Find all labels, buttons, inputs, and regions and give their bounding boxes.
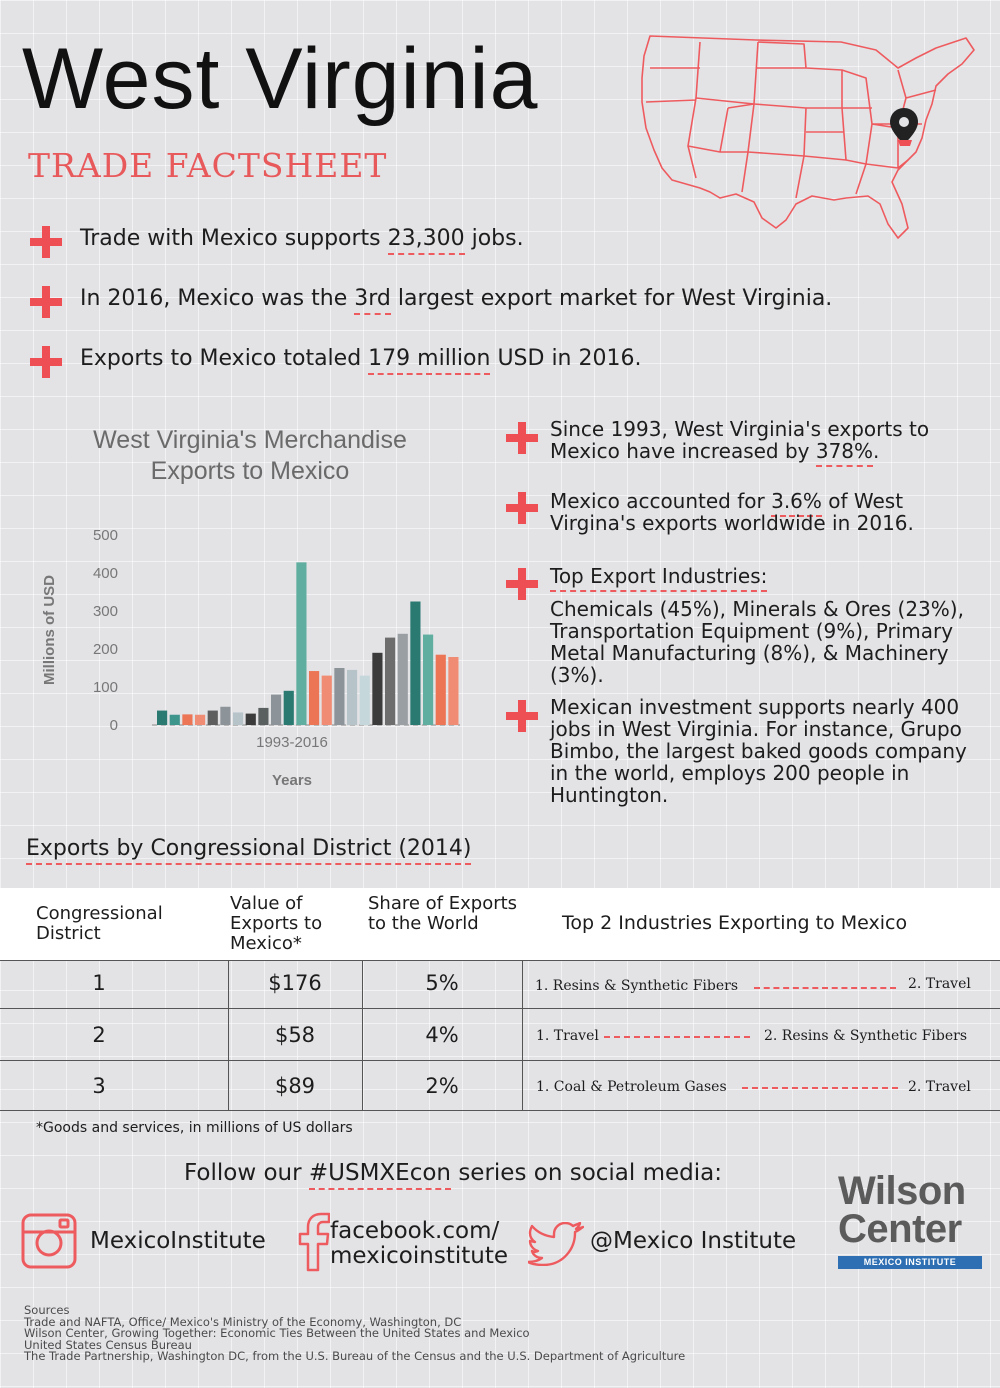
facebook-icon[interactable] [298,1212,330,1272]
plus-icon [506,492,538,524]
bar-2008 [347,670,357,725]
bar-2005 [309,671,319,725]
district-section-title: Exports by Congressional District (2014) [26,836,471,861]
bar-2016 [448,657,458,725]
cell-industry-1: 1. Travel [536,1028,599,1044]
cell-industry-1: 1. Resins & Synthetic Fibers [535,978,739,994]
table-divider [0,1110,1000,1111]
dashed-connector [742,1087,898,1089]
table-footnote: *Goods and services, in millions of US dollars [36,1120,353,1136]
th-value: Value of Exports to Mexico* [230,893,323,954]
fact-growth: Since 1993, West Virginia's exports to Mexico have increased by 378%. [550,418,970,462]
dashed-connector [604,1036,750,1038]
bar-2002 [271,695,281,725]
chart-title: West Virginia's Merchandise Exports to Mexico [93,426,407,485]
fact-market-rank: In 2016, Mexico was the 3rd largest export market for West Virginia. [80,286,832,311]
bar-2001 [258,708,268,725]
bar-1998 [220,707,230,725]
plus-icon [506,700,538,732]
table-divider [0,960,1000,961]
plus-icon [30,286,62,318]
cell-industry-2: 2. Resins & Synthetic Fibers [764,1028,968,1044]
y-tick-label: 100 [92,679,118,696]
bar-2010 [372,653,382,725]
cell-district: 1 [92,971,106,995]
y-tick-label: 500 [92,527,118,544]
table-divider [0,1060,1000,1061]
cell-industry-2: 2. Travel [908,976,971,992]
instagram-icon[interactable] [20,1212,78,1270]
y-axis-label: Millions of USD [41,575,58,685]
follow-text: Follow our #USMXEcon series on social media: [184,1160,722,1186]
cell-industry-2: 2. Travel [908,1079,971,1095]
cell-share: 4% [425,1023,459,1047]
bar-1999 [233,712,243,725]
x-tick-label: 1993-2016 [256,734,328,751]
y-tick-label: 0 [109,717,118,734]
instagram-handle[interactable]: MexicoInstitute [90,1228,266,1254]
bar-1994 [170,715,180,725]
exports-bar-chart [30,520,470,795]
th-industries: Top 2 Industries Exporting to Mexico [562,912,908,934]
y-tick-label: 200 [92,641,118,658]
bar-2014 [423,635,433,725]
bar-1993 [157,711,167,725]
cell-district: 3 [92,1074,106,1098]
bar-2006 [322,676,332,725]
cell-value: $58 [274,1023,316,1047]
wilson-center-logo: Wilson Center [838,1169,966,1251]
cell-industry-1: 1. Coal & Petroleum Gases [536,1079,727,1095]
industries-heading: Top Export Industries: [550,565,970,587]
bar-2012 [398,634,408,725]
cell-share: 2% [425,1074,459,1098]
bar-2009 [360,676,370,725]
dashed-connector [754,987,896,989]
us-map [636,28,988,250]
fact-investment: Mexican investment supports nearly 400 jobs in West Virginia. For instance, Grupo Bimbo, the largest baked goods company in the world, employs 200 people in Huntington. [550,695,967,807]
page-title: West Virginia [22,31,539,127]
cell-value: $89 [274,1074,316,1098]
sources: Sources Trade and NAFTA, Office/ Mexico's Ministry of the Economy, Washington, DC Wilson Center, Growing Together: Economic Ties Between the United States and Mexico United States Census Bureau The Trade Partnership, Washington DC, from the U.S. Bureau of the Census and the U.S. Department of Agriculture [24,1303,686,1363]
twitter-handle[interactable]: @Mexico Institute [590,1228,797,1254]
plus-icon [506,422,538,454]
bar-1997 [208,711,218,725]
x-axis-label: Years [271,772,313,789]
y-tick-label: 300 [92,603,118,620]
plus-icon [506,568,538,600]
th-district: Congressional District [36,903,163,944]
cell-value: $176 [268,971,322,995]
y-tick-label: 400 [92,565,118,582]
th-share: Share of Exports to the World [368,893,518,934]
facebook-link[interactable]: facebook.com/ mexicoinstitute [330,1218,508,1269]
page-subtitle: TRADE FACTSHEET [28,146,388,185]
fact-share: Mexico accounted for 3.6% of West Virgina's exports worldwide in 2016. [550,489,914,535]
bar-1996 [195,715,205,725]
fact-jobs: Trade with Mexico supports 23,300 jobs. [80,226,524,251]
cell-district: 2 [92,1023,106,1047]
map-pin-icon [890,108,918,146]
table-divider [0,1008,1000,1009]
plus-icon [30,346,62,378]
bar-2015 [436,655,446,725]
cell-share: 5% [425,971,459,995]
plus-icon [30,226,62,258]
us-outline [642,36,974,238]
bar-2007 [334,668,344,725]
bar-2011 [385,638,395,725]
twitter-icon[interactable] [528,1222,584,1266]
industries-list: Chemicals (45%), Minerals & Ores (23%), Transportation Equipment (9%), Primary Metal Manufacturing (8%), & Machinery (3%). [550,597,964,687]
bar-2004 [296,562,306,725]
bar-2000 [246,714,256,725]
table-divider [522,960,523,1110]
bar-2003 [284,691,294,725]
bar-2013 [410,602,420,726]
logo-tagline: MEXICO INSTITUTE [838,1256,982,1269]
bar-1995 [182,714,192,725]
fact-exports-total: Exports to Mexico totaled 179 million USD in 2016. [80,346,641,371]
